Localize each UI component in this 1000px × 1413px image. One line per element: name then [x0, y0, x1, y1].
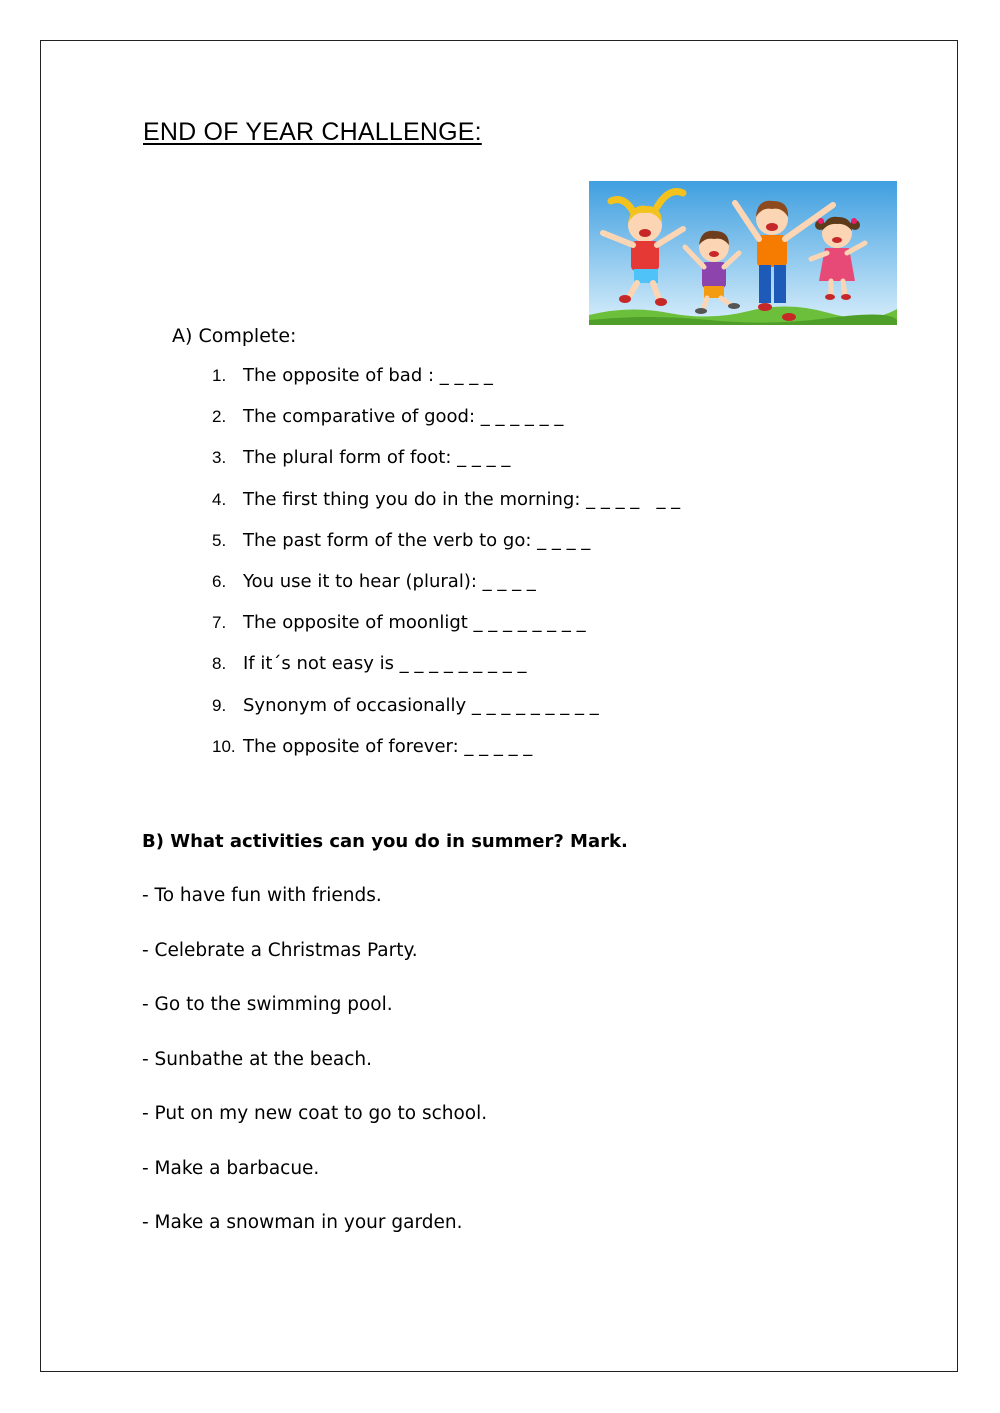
question-item: [212, 612, 680, 653]
question-text: You use it to hear (plural): _ _ _ _: [243, 570, 536, 592]
question-item: [212, 406, 680, 447]
activity-list: [142, 885, 487, 1267]
question-list: [212, 365, 680, 777]
question-item: [212, 489, 680, 530]
activity-item: - Go to the swimming pool.: [142, 994, 393, 1015]
activity-item: - Put on my new coat to go to school.: [142, 1103, 488, 1124]
question-text: The comparative of good: _ _ _ _ _ _: [243, 406, 564, 428]
question-number: 8.: [212, 654, 227, 674]
question-text: If it´s not easy is _ _ _ _ _ _ _ _ _: [243, 653, 527, 675]
question-number: 5.: [212, 530, 227, 550]
question-text: The opposite of forever: _ _ _ _ _: [243, 735, 533, 757]
activity-item: - Make a snowman in your garden.: [142, 1212, 463, 1233]
question-text: Synonym of occasionally _ _ _ _ _ _ _ _ _: [243, 694, 599, 716]
question-number: 9.: [212, 695, 227, 715]
question-item: [212, 447, 680, 488]
question-item: [212, 736, 680, 777]
question-number: 6.: [212, 571, 227, 591]
question-text: The opposite of bad : _ _ _ _: [243, 365, 493, 386]
question-item: [212, 695, 680, 736]
question-item: [212, 571, 680, 612]
question-text: The opposite of moonligt _ _ _ _ _ _ _ _: [243, 612, 586, 634]
question-number: 3.: [212, 448, 227, 468]
activity-item: - Celebrate a Christmas Party.: [142, 939, 418, 961]
activity-item: - Sunbathe at the beach.: [142, 1048, 373, 1070]
section-a-heading: A) Complete:: [172, 325, 297, 347]
question-number: 7.: [212, 613, 227, 633]
question-number: 4.: [212, 489, 227, 509]
section-b-heading: B) What activities can you do in summer? Mark.: [142, 831, 628, 852]
question-text: The plural form of foot: _ _ _ _: [243, 447, 511, 469]
question-number: 2.: [212, 407, 227, 427]
activity-item: - Make a barbacue.: [142, 1157, 320, 1179]
question-number: 1.: [212, 366, 227, 385]
question-number: 10.: [212, 736, 236, 756]
question-item: [212, 530, 680, 571]
question-text: The first thing you do in the morning: _ _ _ _ _ _: [243, 488, 681, 510]
page-title: END OF YEAR CHALLENGE:: [143, 118, 482, 146]
question-text: The past form of the verb to go: _ _ _ _: [243, 529, 591, 551]
jumping-kids-illustration: [589, 181, 897, 325]
question-item: [212, 365, 680, 406]
question-item: [212, 653, 680, 694]
activity-item: - To have fun with friends.: [142, 885, 382, 906]
